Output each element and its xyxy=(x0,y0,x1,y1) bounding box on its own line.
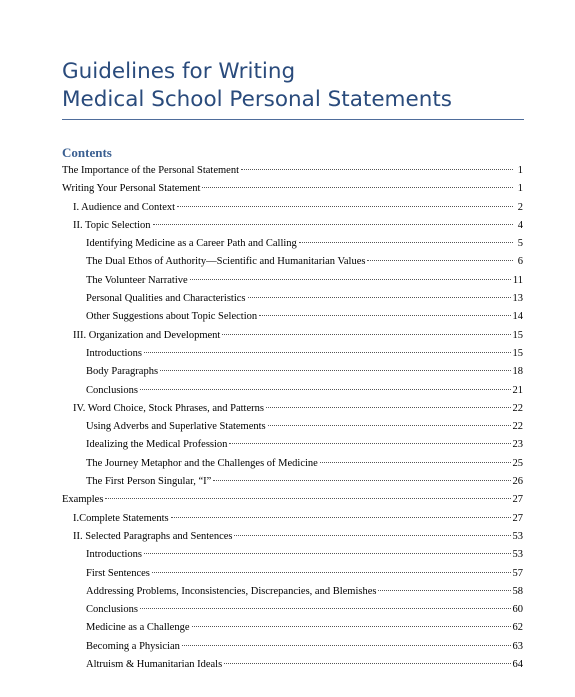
toc-entry[interactable] xyxy=(62,217,523,235)
toc-entry-page-number: 14 xyxy=(512,311,523,323)
toc-dot-leader xyxy=(152,572,511,573)
toc-entry-label: II. Topic Selection xyxy=(73,219,151,231)
toc-entry-label: Idealizing the Medical Profession xyxy=(86,439,228,451)
toc-dot-leader xyxy=(140,389,511,390)
toc-dot-leader xyxy=(153,224,513,225)
toc-entry-page-number: 58 xyxy=(512,585,523,597)
toc-entry-page-number: 1 xyxy=(517,165,523,176)
toc-entry-label: Examples xyxy=(62,494,104,506)
toc-dot-leader xyxy=(229,443,510,444)
toc-entry-label: Introductions xyxy=(86,347,142,359)
contents-heading: Contents xyxy=(62,145,112,160)
toc-entry-page-number: 27 xyxy=(512,512,523,524)
toc-entry-label: Personal Qualities and Characteristics xyxy=(86,293,246,305)
toc-entry-page-number: 22 xyxy=(512,402,523,414)
toc-entry-label: Becoming a Physician xyxy=(86,640,180,652)
toc-entry[interactable] xyxy=(62,583,523,601)
toc-dot-leader xyxy=(177,206,513,207)
toc-dot-leader xyxy=(171,517,511,518)
toc-entry-label: III. Organization and Development xyxy=(73,329,221,341)
toc-entry-page-number: 11 xyxy=(512,274,523,286)
toc-dot-leader xyxy=(202,187,513,188)
toc-entry-page-number: 64 xyxy=(512,659,523,671)
toc-entry-label: Addressing Problems, Inconsistencies, Discrepancies, and Blemishes xyxy=(86,585,377,597)
toc-entry-page-number: 5 xyxy=(517,238,523,250)
toc-entry[interactable] xyxy=(62,290,523,308)
toc-dot-leader xyxy=(367,260,513,261)
title-line-2: Medical School Personal Statements xyxy=(62,87,452,112)
toc-entry-page-number: 22 xyxy=(512,421,523,433)
toc-entry[interactable] xyxy=(62,162,523,180)
toc-entry[interactable] xyxy=(62,510,523,528)
title-line-1: Guidelines for Writing xyxy=(62,59,296,84)
toc-entry[interactable] xyxy=(62,436,523,454)
toc-dot-leader xyxy=(182,645,511,646)
toc-entry-label: First Sentences xyxy=(86,567,150,579)
toc-dot-leader xyxy=(222,334,510,335)
toc-entry[interactable] xyxy=(62,601,523,619)
toc-dot-leader xyxy=(213,480,510,481)
toc-dot-leader xyxy=(144,352,511,353)
toc-entry[interactable] xyxy=(62,638,523,656)
toc-entry[interactable] xyxy=(62,363,523,381)
toc-entry[interactable] xyxy=(62,491,523,509)
toc-dot-leader xyxy=(234,535,510,536)
toc-entry-label: The Volunteer Narrative xyxy=(86,274,188,286)
toc-entry-page-number: 4 xyxy=(517,219,523,231)
toc-entry-label: The Journey Metaphor and the Challenges of Medicine xyxy=(86,457,318,469)
toc-dot-leader xyxy=(144,553,511,554)
toc-entry[interactable] xyxy=(62,253,523,271)
toc-dot-leader xyxy=(224,663,510,664)
toc-entry[interactable] xyxy=(62,180,523,198)
toc-entry-label: I. Audience and Context xyxy=(73,201,176,213)
table-of-contents xyxy=(62,162,523,674)
toc-entry[interactable] xyxy=(62,382,523,400)
toc-entry-page-number: 25 xyxy=(512,457,523,469)
toc-entry[interactable] xyxy=(62,473,523,491)
toc-entry[interactable] xyxy=(62,235,523,253)
document-title xyxy=(62,58,532,114)
toc-entry[interactable] xyxy=(62,546,523,564)
toc-entry[interactable] xyxy=(62,528,523,546)
toc-entry-page-number: 53 xyxy=(512,549,523,561)
toc-entry-label: Medicine as a Challenge xyxy=(86,622,190,634)
toc-dot-leader xyxy=(266,407,511,408)
toc-dot-leader xyxy=(320,462,511,463)
toc-entry-page-number: 18 xyxy=(512,366,523,378)
toc-entry[interactable] xyxy=(62,327,523,345)
toc-dot-leader xyxy=(299,242,513,243)
toc-entry-label: Identifying Medicine as a Career Path and Calling xyxy=(86,238,297,250)
toc-entry-page-number: 2 xyxy=(517,201,523,213)
toc-entry-page-number: 53 xyxy=(512,530,523,542)
toc-entry-page-number: 57 xyxy=(512,567,523,579)
toc-entry-label: The Dual Ethos of Authority—Scientific and Humanitarian Values xyxy=(86,256,366,268)
toc-dot-leader xyxy=(160,370,510,371)
toc-entry-label: IV. Word Choice, Stock Phrases, and Patterns xyxy=(73,402,264,414)
toc-entry-page-number: 62 xyxy=(512,622,523,634)
toc-dot-leader xyxy=(241,169,513,170)
toc-entry[interactable] xyxy=(62,418,523,436)
toc-entry[interactable] xyxy=(62,199,523,217)
toc-entry-page-number: 63 xyxy=(512,640,523,652)
toc-entry[interactable] xyxy=(62,400,523,418)
toc-entry-label: II. Selected Paragraphs and Sentences xyxy=(73,530,233,542)
toc-entry-page-number: 1 xyxy=(517,183,523,195)
toc-dot-leader xyxy=(192,626,511,627)
toc-entry-page-number: 26 xyxy=(512,476,523,488)
toc-entry-page-number: 27 xyxy=(512,494,523,506)
toc-entry[interactable] xyxy=(62,656,523,674)
toc-dot-leader xyxy=(190,279,511,280)
toc-entry-label: Using Adverbs and Superlative Statements xyxy=(86,421,266,433)
toc-entry-label: I.Complete Statements xyxy=(73,512,169,524)
toc-entry-label: Body Paragraphs xyxy=(86,366,159,378)
toc-entry-label: Other Suggestions about Topic Selection xyxy=(86,311,258,323)
toc-dot-leader xyxy=(105,498,510,499)
toc-entry-page-number: 21 xyxy=(512,384,523,396)
toc-entry[interactable] xyxy=(62,272,523,290)
title-divider xyxy=(62,119,524,120)
toc-entry-label: Introductions xyxy=(86,549,142,561)
toc-entry[interactable] xyxy=(62,619,523,637)
toc-entry-page-number: 60 xyxy=(512,604,523,616)
toc-entry-label: Conclusions xyxy=(86,384,138,396)
toc-entry[interactable] xyxy=(62,345,523,363)
toc-entry-page-number: 6 xyxy=(517,256,523,268)
toc-entry-page-number: 23 xyxy=(512,439,523,451)
toc-dot-leader xyxy=(248,297,511,298)
toc-entry[interactable] xyxy=(62,308,523,326)
toc-entry-page-number: 13 xyxy=(512,293,523,305)
toc-entry-label: Altruism & Humanitarian Ideals xyxy=(86,659,223,671)
toc-entry-label: Writing Your Personal Statement xyxy=(62,183,201,195)
toc-dot-leader xyxy=(268,425,511,426)
toc-entry[interactable] xyxy=(62,565,523,583)
toc-entry-label: The First Person Singular, “I” xyxy=(86,476,212,488)
toc-entry-label: The Importance of the Personal Statement xyxy=(62,165,239,176)
toc-entry-label: Conclusions xyxy=(86,604,138,616)
toc-entry[interactable] xyxy=(62,455,523,473)
toc-entry-page-number: 15 xyxy=(512,347,523,359)
toc-dot-leader xyxy=(140,608,511,609)
toc-dot-leader xyxy=(378,590,510,591)
toc-dot-leader xyxy=(259,315,510,316)
toc-entry-page-number: 15 xyxy=(512,329,523,341)
